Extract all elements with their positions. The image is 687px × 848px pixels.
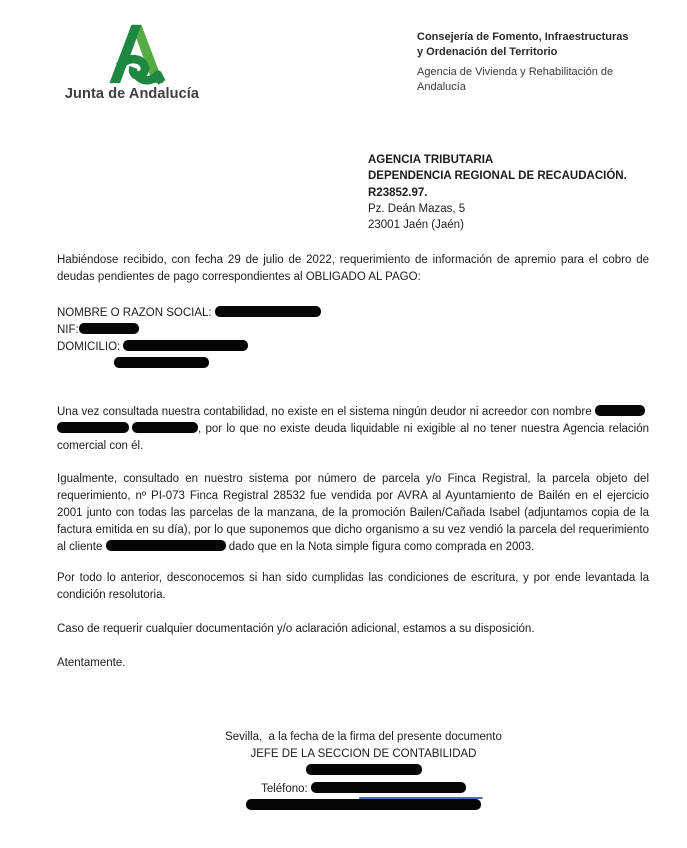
text-run: Teléfono: [261, 782, 311, 795]
paragraph-line [57, 339, 649, 356]
junta-andalucia-logo-icon [98, 22, 172, 86]
letter-body [57, 252, 649, 672]
department-line-1: Consejería de Fomento, Infraestructuras [417, 31, 629, 43]
logo-a-icon [98, 22, 172, 86]
paragraph-line [57, 356, 649, 373]
redaction-bar [106, 540, 226, 551]
signature-block [57, 729, 670, 815]
text-run: Por todo lo anterior, desconocemos si han sido cumplidas las condiciones de escritura, y por ende levantada la condición resolutoria. [57, 572, 649, 601]
redaction-bar [215, 306, 321, 317]
text-run: Atentamente. [57, 657, 126, 669]
signature-line [57, 798, 670, 815]
redaction-bar [311, 782, 466, 793]
text-run: NIF: [57, 324, 79, 336]
recipient-city: 23001 Jaén (Jaén) [368, 219, 464, 232]
text-run: JEFE DE LA SECCION DE CONTABILIDAD [250, 748, 477, 761]
paragraph-despedida [57, 655, 649, 672]
paragraph-venta [57, 471, 649, 556]
redaction-bar [246, 799, 481, 810]
department-line-2: y Ordenación del Territorio [417, 46, 558, 58]
signature-line [57, 729, 670, 746]
paragraph-obligado [57, 305, 649, 373]
redaction-bar [79, 323, 139, 334]
signature-line [57, 781, 670, 798]
signature-line [57, 746, 670, 763]
paragraph-intro [57, 252, 649, 286]
redaction-bar [306, 764, 422, 775]
redaction-bar [57, 422, 129, 433]
paragraph-line [57, 322, 649, 339]
text-run: , por lo que no existe deuda liquidable ni exigible al no tener nuestra Agencia relación comercial con él. [57, 423, 649, 452]
redaction-bar [132, 422, 198, 433]
text-run: NOMBRE O RAZON SOCIAL: [57, 307, 212, 319]
paragraph-consulta [57, 404, 649, 455]
recipient-reference: R23852.97. [368, 186, 428, 199]
paragraph-disposicion [57, 621, 649, 638]
signature-line [57, 763, 670, 780]
text-run: Habiéndose recibido, con fecha 29 de julio de 2022, requerimiento de información de apremio para el cobro de deudas pendientes de pago correspondientes al OBLIGADO AL PAGO: [57, 254, 649, 283]
redaction-bar [114, 357, 209, 368]
header-department-block [417, 30, 663, 95]
recipient-address-block [368, 152, 627, 233]
recipient-street: Pz. Deán Mazas, 5 [368, 202, 466, 215]
text-run: Igualmente, consultado en nuestro sistema por número de parcela y/o Finca Registral, la parcela objeto del requerimiento, nº PI-073 Finca Registral 28532 fue vendida por AVRA al Ayuntamiento de Bailén en el ejercicio 2001 junto con todas las parcelas de la manzana, de la promoción Bailen/Cañada Isabel (adjuntamos copia de la factura emitida en su día), por lo que suponemos que dicho organismo a su vez vendió la parcela del requerimiento al cliente [57, 473, 649, 553]
paragraph-condiciones [57, 570, 649, 604]
text-run: Sevilla, a la fecha de la firma del presente documento [225, 731, 502, 743]
text-run: Caso de requerir cualquier documentación y/o aclaración adicional, estamos a su disposición. [57, 623, 535, 635]
text-run: Una vez consultada nuestra contabilidad, no existe en el sistema ningún deudor ni acreedor con nombre [57, 406, 595, 418]
redaction-bar [123, 340, 248, 351]
recipient-line: AGENCIA TRIBUTARIA [368, 154, 494, 166]
brand-name: Junta de Andalucía [64, 86, 200, 102]
text-run: DOMICILIO: [57, 341, 121, 353]
agency-name: Agencia de Vivienda y Rehabilitación de Andalucía [417, 66, 614, 93]
paragraph-line [57, 305, 649, 322]
redaction-bar [595, 405, 645, 416]
text-run: dado que en la Nota simple figura como comprada en 2003. [225, 541, 535, 553]
recipient-line: DEPENDENCIA REGIONAL DE RECAUDACIÓN. [368, 170, 627, 183]
